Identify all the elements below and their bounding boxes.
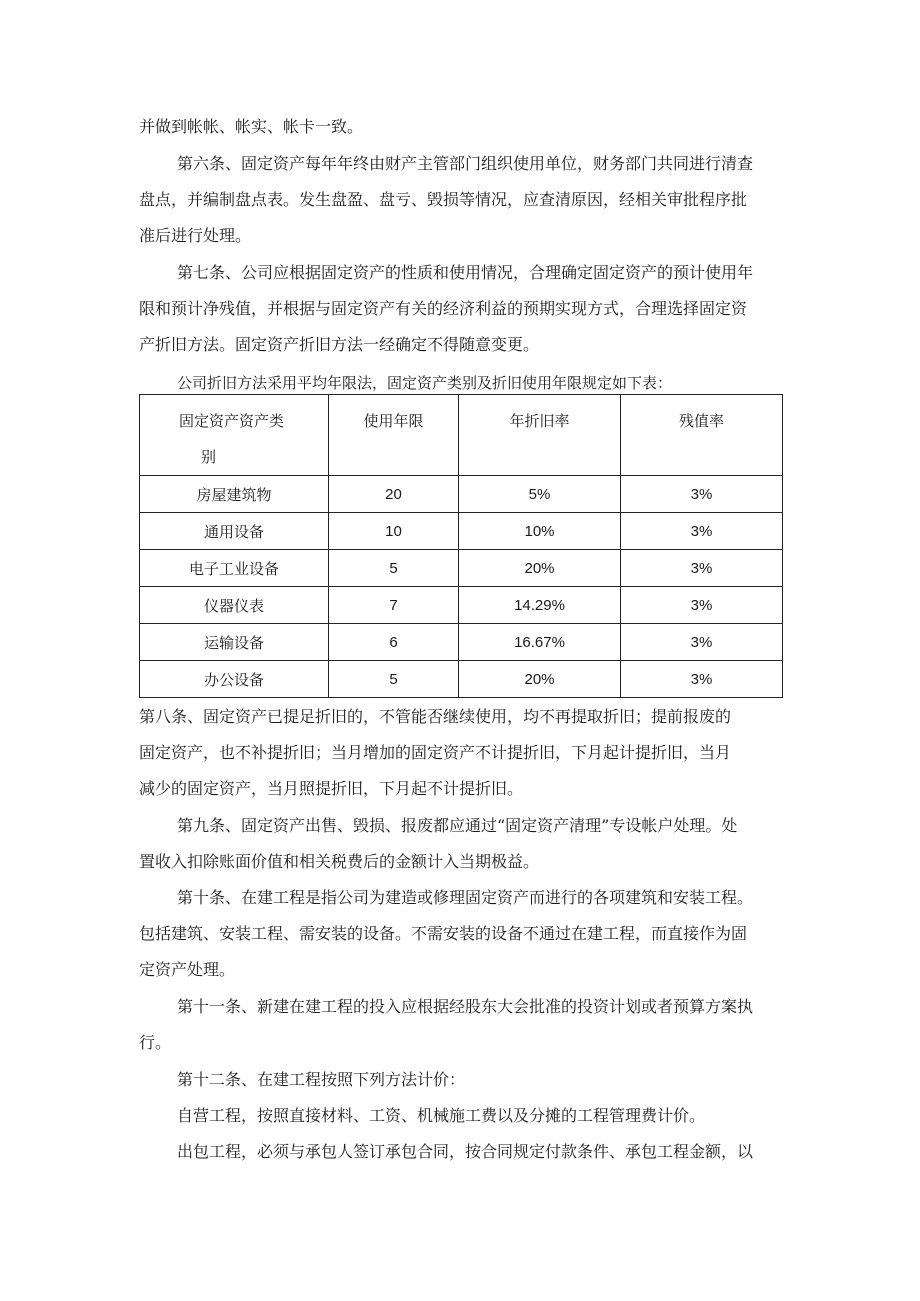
cell-category: 办公设备 — [140, 661, 329, 698]
cell-rate: 20% — [459, 661, 621, 698]
cell-category: 电子工业设备 — [140, 550, 329, 587]
header-years: 使用年限 — [329, 395, 459, 476]
cell-years: 5 — [329, 661, 459, 698]
article-10-line-2: 包括建筑、安装工程、需安装的设备。不需安装的设备不通过在建工程，而直接作为固 — [139, 924, 748, 943]
cell-years: 5 — [329, 550, 459, 587]
table-row — [140, 476, 783, 513]
article-8-line-2: 固定资产，也不补提折旧；当月增加的固定资产不计提折旧，下月起计提折旧，当月 — [139, 743, 732, 762]
cell-residual: 3% — [621, 513, 783, 550]
article-6-line-2: 盘点，并编制盘点表。发生盘盈、盘亏、毁损等情况，应查清原因，经相关审批程序批 — [139, 190, 748, 209]
article-7-line-1: 第七条、公司应根据固定资产的性质和使用情况，合理确定固定资产的预计使用年 — [177, 263, 754, 282]
header-residual: 残值率 — [621, 395, 783, 476]
cell-category: 运输设备 — [140, 624, 329, 661]
article-12-line-1: 第十二条、在建工程按照下列方法计价： — [177, 1070, 466, 1089]
cell-rate: 5% — [459, 476, 621, 513]
article-11-line-2: 行。 — [139, 1033, 172, 1052]
cell-rate: 14.29% — [459, 587, 621, 624]
article-10-line-3: 定资产处理。 — [139, 960, 236, 979]
article-7-line-3: 产折旧方法。固定资产折旧方法一经确定不得随意变更。 — [139, 335, 540, 354]
article-11-line-1: 第十一条、新建在建工程的投入应根据经股东大会批准的投资计划或者预算方案执 — [177, 997, 754, 1016]
article-8-line-3: 减少的固定资产，当月照提折旧，下月起不计提折旧。 — [139, 779, 524, 798]
article-8-line-1: 第八条、固定资产已提足折旧的，不管能否继续使用，均不再提取折旧；提前报废的 — [139, 707, 732, 726]
cell-residual: 3% — [621, 587, 783, 624]
table-header-row — [140, 395, 783, 476]
article-9-line-1: 第九条、固定资产出售、毁损、报废都应通过“固定资产清理”专设帐户处理。处 — [177, 816, 738, 835]
cell-rate: 10% — [459, 513, 621, 550]
article-7-line-2: 限和预计净残值，并根据与固定资产有关的经济利益的预期实现方式，合理选择固定资 — [139, 299, 748, 318]
article-9-line-2: 置收入扣除账面价值和相关税费后的金额计入当期极益。 — [139, 852, 540, 871]
table-intro: 公司折旧方法采用平均年限法，固定资产类别及折旧使用年限规定如下表： — [177, 374, 673, 392]
table-row — [140, 661, 783, 698]
cell-years: 20 — [329, 476, 459, 513]
cell-category: 通用设备 — [140, 513, 329, 550]
header-category: 固定资产资产类 别 — [140, 395, 329, 476]
header-rate: 年折旧率 — [459, 395, 621, 476]
article-10-line-1: 第十条、在建工程是指公司为建造或修理固定资产而进行的各项建筑和安装工程。 — [177, 888, 754, 907]
article-12-line-3: 出包工程，必须与承包人签订承包合同，按合同规定付款条件、承包工程金额，以 — [177, 1142, 754, 1161]
table-row — [140, 550, 783, 587]
cell-residual: 3% — [621, 550, 783, 587]
article-12-line-2: 自营工程，按照直接材料、工资、机械施工费以及分摊的工程管理费计价。 — [177, 1106, 706, 1125]
cell-years: 10 — [329, 513, 459, 550]
cell-rate: 20% — [459, 550, 621, 587]
cell-residual: 3% — [621, 661, 783, 698]
cell-category: 房屋建筑物 — [140, 476, 329, 513]
table-row — [140, 513, 783, 550]
cell-residual: 3% — [621, 624, 783, 661]
cell-rate: 16.67% — [459, 624, 621, 661]
table-row — [140, 624, 783, 661]
depreciation-table — [139, 394, 783, 698]
paragraph-line: 并做到帐帐、帐实、帐卡一致。 — [139, 117, 364, 136]
cell-years: 6 — [329, 624, 459, 661]
table-row — [140, 587, 783, 624]
cell-residual: 3% — [621, 476, 783, 513]
cell-years: 7 — [329, 587, 459, 624]
cell-category: 仪器仪表 — [140, 587, 329, 624]
article-6-line-3: 准后进行处理。 — [139, 226, 252, 245]
article-6-line-1: 第六条、固定资产每年年终由财产主管部门组织使用单位，财务部门共同进行清查 — [177, 154, 754, 173]
depreciation-table-wrapper — [139, 394, 782, 691]
